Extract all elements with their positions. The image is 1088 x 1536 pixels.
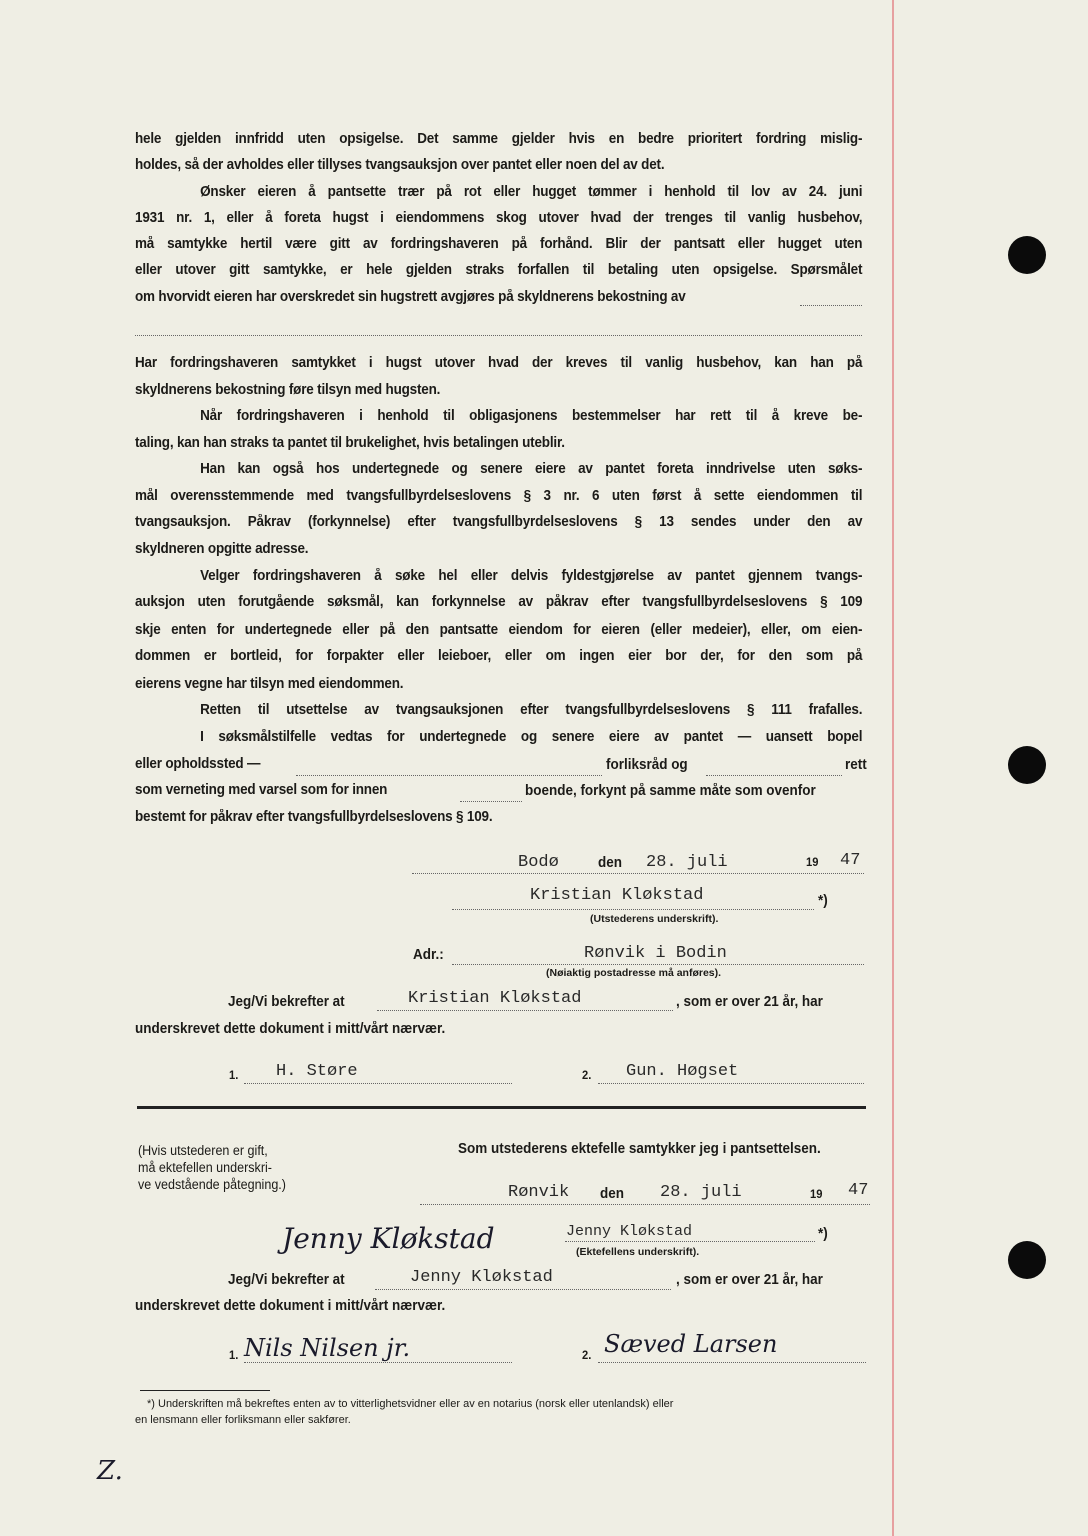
note-line: ve vedstående påtegning.) (138, 1177, 286, 1192)
footnote-marker: *) (818, 893, 828, 909)
body-line: skje enten for undertegnede eller på den pantsatte eiendom for eieren (eller medeier), eller, om eien- (135, 622, 863, 638)
footnote-marker: *) (818, 1226, 828, 1242)
witness-2: Gun. Høgset (626, 1062, 739, 1081)
body-line: Velger fordringshaveren å søke hel eller delvis fyldestgjørelse av pantet gjennem tvangs- (200, 568, 863, 584)
body-line: skyldneren opgitte adresse. (135, 541, 309, 557)
body-line: om hvorvidt eieren har overskredet sin hugstrett avgjøres på skyldnerens bekostning av (135, 289, 686, 305)
witness-1-signature: Nils Nilsen jr. (244, 1334, 411, 1362)
confirm-prefix: Jeg/Vi bekrefter at (228, 994, 345, 1010)
witness-number: 2. (582, 1348, 592, 1362)
witness-number: 1. (229, 1348, 239, 1362)
issuer-name: Kristian Kløkstad (530, 886, 704, 905)
note-line: må ektefellen underskri- (138, 1160, 272, 1175)
confirm-name: Kristian Kløkstad (408, 989, 582, 1008)
issuer-place: Bodø (518, 853, 559, 872)
body-line: dommen er bortleid, for forpakter eller leieboer, eller om ingen eier bor der, for den som på (135, 648, 863, 664)
address-label: Adr.: (413, 947, 444, 963)
confirm-prefix: Jeg/Vi bekrefter at (228, 1272, 345, 1288)
body-line: eller utover gitt samtykke, er hele gjelden straks forfallen til betaling uten opsigelse. Spørsmålet (135, 262, 863, 278)
margin-rule (892, 0, 894, 1536)
footnote: *) Underskriften må bekreftes enten av to vitterlighetsvidner eller av en notarius (norsk eller utenlandsk) eller (147, 1398, 674, 1410)
body-line: eller opholdssted — (135, 756, 261, 772)
body-line: skyldnerens bekostning føre tilsyn med hugsten. (135, 382, 441, 398)
issuer-year: 47 (840, 851, 861, 870)
body-line: hele gjelden innfridd uten opsigelse. Det samme gjelder hvis en bedre prioritert fordring mislig- (135, 131, 863, 147)
spouse-date: 28. juli (660, 1183, 742, 1202)
witness-1: H. Støre (276, 1062, 358, 1081)
body-line: mål overensstemmende med tvangsfullbyrdelseslovens § 3 nr. 6 uten først å sette eiendommen til (135, 488, 863, 504)
witness-number: 2. (582, 1068, 592, 1082)
body-line: I søksmålstilfelle vedtas for undertegnede og senere eiere av pantet — uansett bopel (200, 729, 863, 745)
confirm-line2: underskrevet dette dokument i mitt/vårt nærvær. (135, 1021, 446, 1037)
den-label: den (600, 1186, 624, 1202)
body-line: tvangsauksjon. Påkrav (forkynnelse) efter tvangsfullbyrdelseslovens § 13 sendes under den av (135, 514, 863, 530)
body-line: holdes, så der avholdes eller tillyses tvangsauksjon over pantet eller noen del av det. (135, 157, 665, 173)
forliksrad-label: forliksråd og (606, 757, 688, 773)
issuer-date: 28. juli (646, 853, 728, 872)
footnote: en lensmann eller forliksmann eller sakfører. (135, 1414, 351, 1426)
spouse-consent: Som utstederens ektefelle samtykker jeg i pantsettelsen. (458, 1141, 821, 1157)
issuer-caption: (Utstederens underskrift). (590, 913, 719, 925)
confirm-suffix: , som er over 21 år, har (676, 994, 823, 1010)
witness-number: 1. (229, 1068, 239, 1082)
footnote-rule (140, 1390, 270, 1391)
body-line: eierens vegne har tilsyn med eiendommen. (135, 676, 404, 692)
spouse-note (138, 1142, 286, 1193)
rett-label: rett (845, 757, 867, 773)
den-label: den (598, 855, 622, 871)
spouse-name: Jenny Kløkstad (566, 1223, 693, 1240)
punch-hole (1008, 746, 1046, 784)
body-line: bestemt for påkrav efter tvangsfullbyrdelseslovens § 109. (135, 809, 493, 825)
witness-2-signature: Sæved Larsen (604, 1330, 778, 1358)
body-line: taling, kan han straks ta pantet til brukelighet, hvis betalingen uteblir. (135, 435, 565, 451)
year-prefix: 19 (806, 855, 819, 869)
body-line: som verneting med varsel som for innen (135, 782, 388, 798)
spouse-place: Rønvik (508, 1183, 570, 1202)
body-line: Har fordringshaveren samtykket i hugst utover hvad der kreves til vanlig husbehov, kan han på (135, 355, 863, 371)
punch-hole (1008, 1241, 1046, 1279)
confirm-name: Jenny Kløkstad (410, 1268, 553, 1287)
spouse-caption: (Ektefellens underskrift). (576, 1246, 700, 1258)
body-line: må samtykke hertil være gitt av fordringshaveren på forhånd. Blir der pantsatt eller hugget uten (135, 236, 863, 252)
address-caption: (Nøiaktig postadresse må anføres). (546, 967, 722, 979)
section-divider (137, 1106, 866, 1109)
body-line: Retten til utsettelse av tvangsauksjonen efter tvangsfullbyrdelseslovens § 111 frafalles. (200, 702, 863, 718)
body-line: Når fordringshaveren i henhold til obligasjonens bestemmelser har rett til å kreve be- (200, 408, 863, 424)
issuer-address: Rønvik i Bodin (584, 944, 727, 963)
body-line: Han kan også hos undertegnede og senere eiere av pantet foreta inndrivelse uten søks- (200, 461, 863, 477)
spouse-signature: Jenny Kløkstad (282, 1222, 495, 1255)
year-prefix: 19 (810, 1187, 823, 1201)
punch-hole (1008, 236, 1046, 274)
confirm-suffix: , som er over 21 år, har (676, 1272, 823, 1288)
body-line: 1931 nr. 1, eller å foreta hugst i eiendommens skog utover hvad der trenges til vanlig husbehov, (135, 210, 863, 226)
body-line: auksjon uten forutgående søksmål, kan forkynnelse av påkrav efter tvangsfullbyrdelseslovens § 109 (135, 594, 863, 610)
note-line: (Hvis utstederen er gift, (138, 1143, 268, 1158)
spouse-year: 47 (848, 1181, 869, 1200)
body-line: Ønsker eieren å pantsette trær på rot eller hugget tømmer i henhold til lov av 24. juni (200, 184, 863, 200)
boende-label: boende, forkynt på samme måte som ovenfor (525, 783, 816, 799)
confirm-line2: underskrevet dette dokument i mitt/vårt nærvær. (135, 1298, 446, 1314)
margin-mark: Z. (97, 1456, 123, 1486)
